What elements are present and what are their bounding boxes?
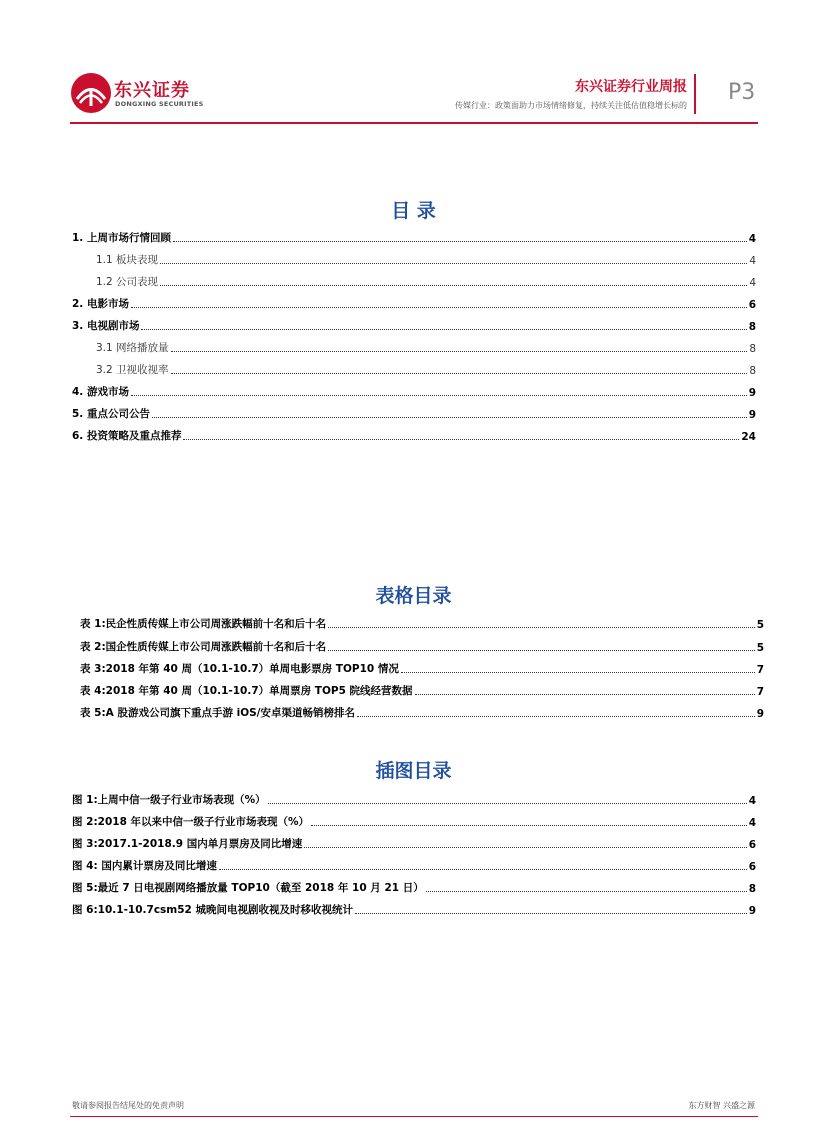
report-title: 东兴证券行业周报 <box>575 79 687 95</box>
figure-list-entry[interactable] <box>72 881 756 895</box>
toc-entry-page: 24 <box>741 431 756 443</box>
page-number: P3 <box>728 80 756 105</box>
report-subtitle: 传媒行业：政策面助力市场情绪修复，持续关注低估值稳增长标的 <box>455 101 687 110</box>
header-divider <box>694 74 696 114</box>
toc-entry-page: 8 <box>749 343 756 355</box>
toc-entry-page: 4 <box>749 255 756 267</box>
figure-list-page: 8 <box>748 883 756 895</box>
leader-dots <box>173 241 747 242</box>
leader-dots <box>268 803 747 804</box>
figure-list-entry[interactable] <box>72 903 756 917</box>
figure-list-page: 4 <box>748 817 756 829</box>
toc-entry-label: 3.2 卫视收视率 <box>96 364 169 376</box>
leader-dots <box>304 847 746 848</box>
logo-english-name: DONGXING SECURITIES <box>115 100 204 108</box>
figure-list-label: 图 6:10.1-10.7csm52 城晚间电视剧收视及时移收视统计 <box>72 904 354 916</box>
figure-list-entry[interactable] <box>72 793 756 807</box>
toc-entry-page: 9 <box>748 409 756 421</box>
leader-dots <box>131 395 747 396</box>
table-list-label: 表 2:国企性质传媒上市公司周涨跌幅前十名和后十名 <box>80 641 327 653</box>
figure-list-entry[interactable] <box>72 815 756 829</box>
toc-entry[interactable] <box>72 231 756 245</box>
leader-dots <box>401 672 755 673</box>
toc-entry-page: 8 <box>749 365 756 377</box>
table-list-entry[interactable] <box>80 640 764 654</box>
leader-dots <box>131 307 747 308</box>
leader-dots <box>328 650 755 651</box>
figure-list-page: 9 <box>748 905 756 917</box>
toc-entry-label: 6. 投资策略及重点推荐 <box>72 430 182 442</box>
toc-entry-label: 2. 电影市场 <box>72 298 129 310</box>
toc-entry-page: 4 <box>748 233 756 245</box>
table-list-label: 表 4:2018 年第 40 周（10.1-10.7）单周票房 TOP5 院线经营数据 <box>80 685 413 697</box>
figure-list-label: 图 4: 国内累计票房及同比增速 <box>72 860 217 872</box>
table-list-page: 7 <box>756 664 764 676</box>
figure-list-entry[interactable] <box>72 837 756 851</box>
toc-entry[interactable] <box>96 363 756 377</box>
leader-dots <box>160 285 747 286</box>
leader-dots <box>141 329 746 330</box>
figure-list-page: 6 <box>748 839 756 851</box>
toc-entry[interactable] <box>72 407 756 421</box>
leader-dots <box>355 913 747 914</box>
header-rule <box>70 122 758 124</box>
toc-entry-label: 5. 重点公司公告 <box>72 408 150 420</box>
toc-entry-label: 1.1 板块表现 <box>96 254 159 266</box>
toc-entry[interactable] <box>72 385 756 399</box>
table-list-label: 表 3:2018 年第 40 周（10.1-10.7）单周电影票房 TOP10 情况 <box>80 663 399 675</box>
table-list-page: 9 <box>756 708 764 720</box>
leader-dots <box>311 825 747 826</box>
figure-list-page: 6 <box>748 861 756 873</box>
figure-list-label: 图 1:上周中信一级子行业市场表现（%） <box>72 794 266 806</box>
toc-entry[interactable] <box>72 297 756 311</box>
toc-entry[interactable] <box>72 429 756 443</box>
table-list-title: 表格目录 <box>375 585 452 607</box>
toc-entry-page: 6 <box>748 299 756 311</box>
toc-entry-label: 1. 上周市场行情回顾 <box>72 232 171 244</box>
leader-dots <box>426 891 747 892</box>
leader-dots <box>171 351 748 352</box>
toc-entry[interactable] <box>72 319 756 333</box>
figure-list-label: 图 5:最近 7 日电视剧网络播放量 TOP10（截至 2018 年 10 月 21 日） <box>72 882 424 894</box>
toc-entry-label: 3.1 网络播放量 <box>96 342 169 354</box>
table-list-page: 7 <box>756 686 764 698</box>
figure-list-label: 图 3:2017.1-2018.9 国内单月票房及同比增速 <box>72 838 303 850</box>
table-list-label: 表 1:民企性质传媒上市公司周涨跌幅前十名和后十名 <box>80 618 327 630</box>
figure-list-label: 图 2:2018 年以来中信一级子行业市场表现（%） <box>72 816 310 828</box>
leader-dots <box>171 373 748 374</box>
table-list-entry[interactable] <box>80 662 764 676</box>
leader-dots <box>328 627 755 628</box>
toc-entry[interactable] <box>96 253 756 267</box>
toc-title: 目 录 <box>391 200 436 222</box>
table-list-page: 5 <box>756 619 764 631</box>
toc-entry[interactable] <box>96 275 756 289</box>
toc-entry-label: 3. 电视剧市场 <box>72 320 140 332</box>
table-list-entry[interactable] <box>80 617 764 631</box>
table-list-label: 表 5:A 股游戏公司旗下重点手游 iOS/安卓渠道畅销榜排名 <box>80 707 356 719</box>
logo-chinese-name: 东兴证券 <box>114 80 190 101</box>
footer-rule <box>70 1116 758 1117</box>
table-list-entry[interactable] <box>80 684 764 698</box>
leader-dots <box>160 263 747 264</box>
toc-entry-label: 4. 游戏市场 <box>72 386 129 398</box>
leader-dots <box>152 417 747 418</box>
toc-entry-page: 4 <box>749 277 756 289</box>
figure-list-page: 4 <box>748 795 756 807</box>
toc-entry-label: 1.2 公司表现 <box>96 276 159 288</box>
leader-dots <box>183 439 739 440</box>
toc-entry-page: 9 <box>748 387 756 399</box>
toc-entry-page: 8 <box>748 321 756 333</box>
table-list-page: 5 <box>756 642 764 654</box>
toc-entry[interactable] <box>96 341 756 355</box>
footer-slogan: 东方财智 兴盛之源 <box>688 1101 755 1110</box>
dongxing-logo-icon <box>70 72 112 114</box>
leader-dots <box>415 694 755 695</box>
table-list-entry[interactable] <box>80 706 764 720</box>
figure-list-title: 插图目录 <box>375 760 452 782</box>
footer-disclaimer: 敬请参阅报告结尾处的免责声明 <box>72 1101 184 1110</box>
leader-dots <box>219 869 747 870</box>
figure-list-entry[interactable] <box>72 859 756 873</box>
leader-dots <box>357 716 755 717</box>
